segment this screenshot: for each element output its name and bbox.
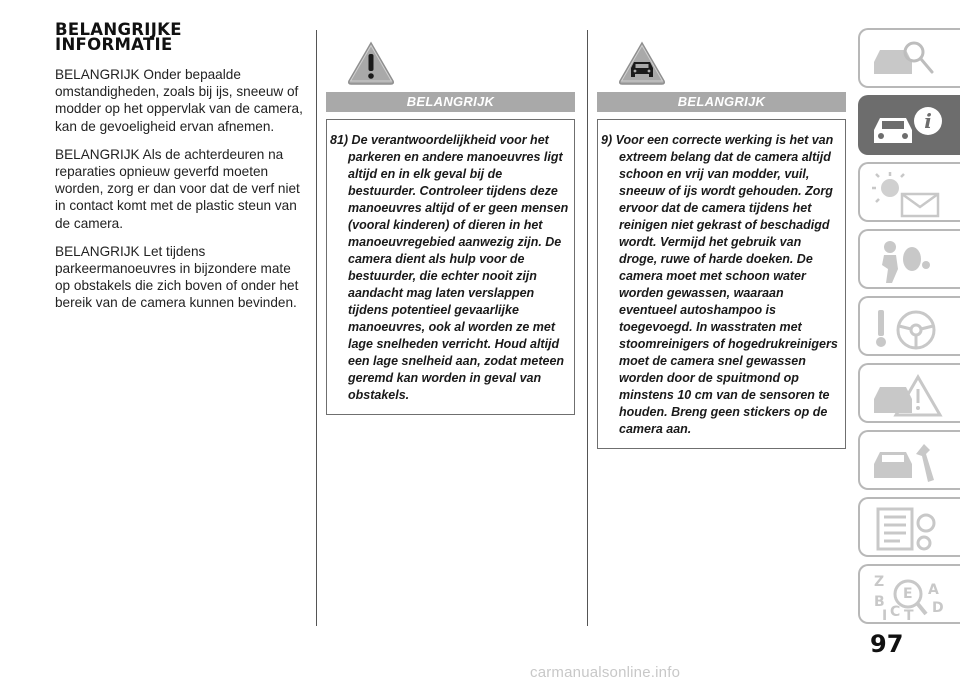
watermark-text: carmanualsonline.info [530, 664, 681, 681]
section-title-line-2: INFORMATIE [55, 35, 173, 54]
light-message-icon [868, 168, 948, 220]
section-title [55, 22, 305, 52]
index-letter-c: C [890, 604, 901, 620]
index-letter-b: B [874, 594, 885, 610]
warning-box-right [597, 119, 846, 449]
information-column [55, 22, 305, 312]
index-letter-e: E [903, 586, 913, 602]
warning-box-left [326, 119, 575, 415]
warning-panel-left [326, 40, 575, 415]
index-letter-t: T [904, 608, 914, 622]
warning-text-left: 81) De verantwoordelijkheid voor het parkeren en andere manoeuvres ligt altijd en in elk geval bij de bestuurder. Controleer tijdens deze manoeuvres altijd of er geen mensen (vooral kinderen) of dieren in het manoeuvregebied aanwezig zijn. De camera dient als hulp voor de bestuurder, die echter nooit zijn aandacht mag laten verslappen tijdens potentieel gevaarlijke manoeuvres, ook al worden ze met lage snelheden verricht. Houd altijd een lage snelheid aan, zodat meteen geremd kan worden in geval van obstakels. [330, 133, 569, 402]
column-divider-1 [316, 30, 317, 626]
paragraph-3: BELANGRIJK Let tijdens parkeermanoeuvres in bijzondere mate op obstakels die zich boven of onder het bereik van de camera kunnen bevinden. [55, 243, 299, 311]
warning-text-right: 9) Voor een correcte werking is het van extreem belang dat de camera altijd schoon en vrij van modder, vuil, sneeuw of ijs wordt gehouden. Zorg ervoor dat de camera tijdens het reinigen niet gekrast of beschadigd wordt. Vermijd het gebruik van droge, ruwe of harde doeken. De camera moet met schoon water worden gewassen, waaraan eventueel autoshampoo is toegevoegd. In wasstraten met stoomreinigers of hogedrukreinigers moet de camera snel gewassen worden door de spuitmond op minstens 10 cm van de sensoren te houden. Breng geen stickers op de camera aan. [601, 133, 838, 436]
car-info-icon [868, 101, 948, 153]
airbag-safety-icon [868, 235, 948, 287]
tab-lights-messages[interactable] [858, 162, 960, 222]
car-search-icon [868, 34, 948, 86]
tab-technical-data[interactable] [858, 497, 960, 557]
warning-panel-right [597, 40, 846, 449]
index-letter-i: I [882, 608, 888, 622]
section-title-line-1: BELANGRIJKE [55, 20, 182, 39]
warning-header-left: BELANGRIJK [326, 92, 575, 112]
tab-emergency[interactable] [858, 363, 960, 423]
tab-car-search[interactable] [858, 28, 960, 88]
tab-maintenance[interactable] [858, 430, 960, 490]
tab-car-info[interactable] [858, 95, 960, 155]
column-divider-2 [587, 30, 588, 626]
index-letter-z: Z [874, 574, 885, 590]
exclamation-warning-icon [346, 40, 396, 86]
page-number: 97 [870, 630, 904, 658]
index-letter-a: A [928, 582, 939, 598]
car-warning-icon [617, 40, 667, 86]
chapter-tabs [858, 28, 960, 631]
warning-header-right: BELANGRIJK [597, 92, 846, 112]
tab-starting-driving[interactable] [858, 296, 960, 356]
tab-safety[interactable] [858, 229, 960, 289]
paragraph-2: BELANGRIJK Als de achterdeuren na reparaties opnieuw geverfd moeten worden, zorg er dan voor dat de verf niet in contact komt met de plastic steun van de camera. [55, 146, 300, 231]
car-maintenance-icon [868, 436, 948, 488]
svg-text:i: i [924, 109, 932, 133]
tab-index[interactable] [858, 564, 960, 624]
index-letter-d: D [932, 600, 944, 616]
technical-data-icon [868, 503, 948, 555]
steering-wheel-icon [868, 302, 948, 354]
paragraph-1: BELANGRIJK Onder bepaalde omstandigheden, zoals bij ijs, sneeuw of modder op het oppervlak van de camera, kan de gevoeligheid ervan afnemen. [55, 67, 303, 134]
car-warning-triangle-icon [868, 369, 948, 421]
alphabetical-index-icon [868, 570, 948, 622]
